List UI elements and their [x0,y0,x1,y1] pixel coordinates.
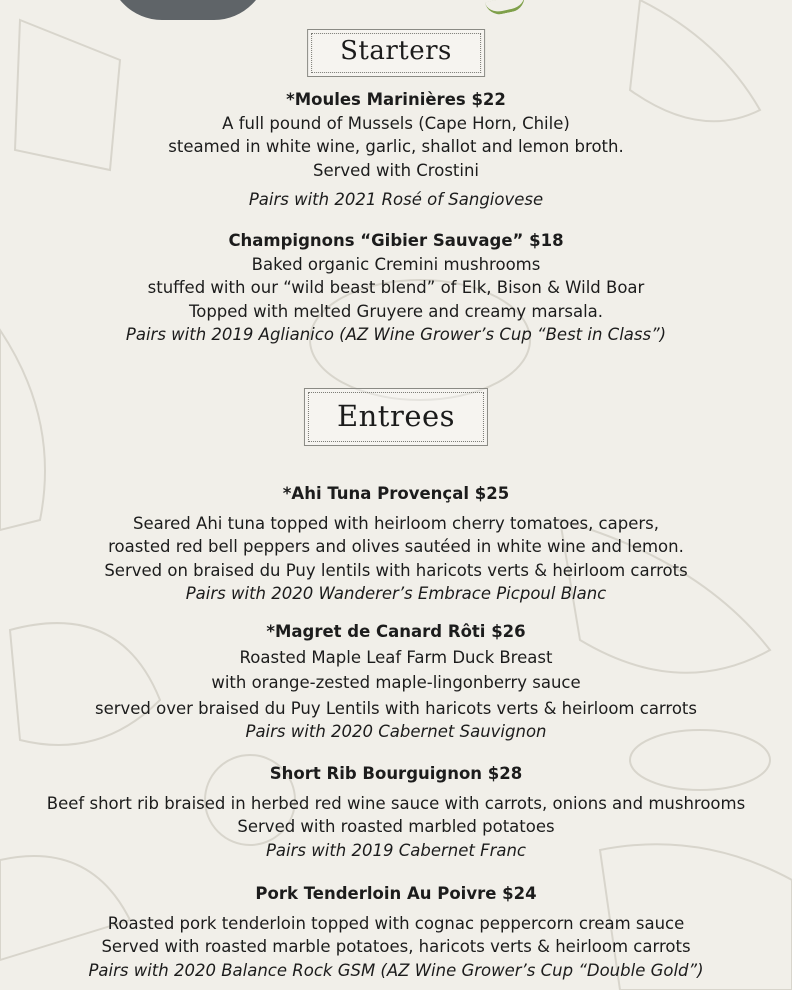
wine-pairing: Pairs with 2019 Cabernet Franc [265,840,527,860]
wine-pairing: Pairs with 2020 Wanderer’s Embrace Picpoul Blanc [185,584,607,603]
item-title: Champignons “Gibier Sauvage” $18 [228,231,564,250]
item-description-line: Baked organic Cremini mushrooms [251,254,541,274]
item-description-line: Seared Ahi tuna topped with heirloom cherry tomatoes, capers, [133,513,659,533]
item-title: *Magret de Canard Rôti $26 [266,622,526,641]
item-description-line: Beef short rib braised in herbed red wine sauce with carrots, onions and mushrooms [46,793,746,813]
item-description-line: stuffed with our “wild beast blend” of Elk, Bison & Wild Boar [147,278,645,297]
item-description-line: Served on braised du Puy lentils with haricots verts & heirloom carrots [104,560,688,580]
menu-item-magret-de-canard [0,620,792,744]
menu-item-champignons [0,229,792,347]
item-description-line: Topped with melted Gruyere and creamy marsala. [188,301,604,321]
wine-pairing: Pairs with 2020 Balance Rock GSM (AZ Wine Grower’s Cup “Double Gold”) [88,960,704,980]
menu-item-short-rib [0,762,792,862]
starters-heading-frame [307,29,485,77]
menu-item-pork-tenderloin [0,882,792,982]
item-title: Pork Tenderloin Au Poivre $24 [255,884,537,903]
item-description-line: Roasted pork tenderloin topped with cognac peppercorn cream sauce [107,913,685,933]
menu-item-moules [0,88,792,212]
item-description-line: Served with roasted marble potatoes, haricots verts & heirloom carrots [101,937,691,956]
item-description-line: Roasted Maple Leaf Farm Duck Breast [239,647,553,667]
item-description-line: Served with Crostini [312,160,480,180]
item-description-line: steamed in white wine, garlic, shallot and lemon broth. [168,137,624,156]
wine-pairing: Pairs with 2021 Rosé of Sangiovese [248,190,544,209]
item-title: Short Rib Bourguignon $28 [269,764,523,783]
wine-pairing: Pairs with 2019 Aglianico (AZ Wine Grower’s Cup “Best in Class”) [125,325,667,344]
entrees-heading: Entrees [308,392,484,442]
item-title: *Moules Marinières $22 [286,90,506,109]
item-description-line: served over braised du Puy Lentils with haricots verts & heirloom carrots [94,698,698,718]
item-description-line: A full pound of Mussels (Cape Horn, Chile) [222,113,570,133]
item-description-line: roasted red bell peppers and olives sautéed in white wine and lemon. [108,537,684,556]
starters-heading: Starters [311,33,481,73]
menu-item-ahi-tuna [0,482,792,606]
wine-pairing: Pairs with 2020 Cabernet Sauvignon [245,722,547,741]
item-title: *Ahi Tuna Provençal $25 [282,484,510,503]
item-description-line: with orange-zested maple-lingonberry sauce [211,673,581,692]
entrees-heading-frame [304,388,488,446]
item-description-line: Served with roasted marbled potatoes [237,817,555,836]
